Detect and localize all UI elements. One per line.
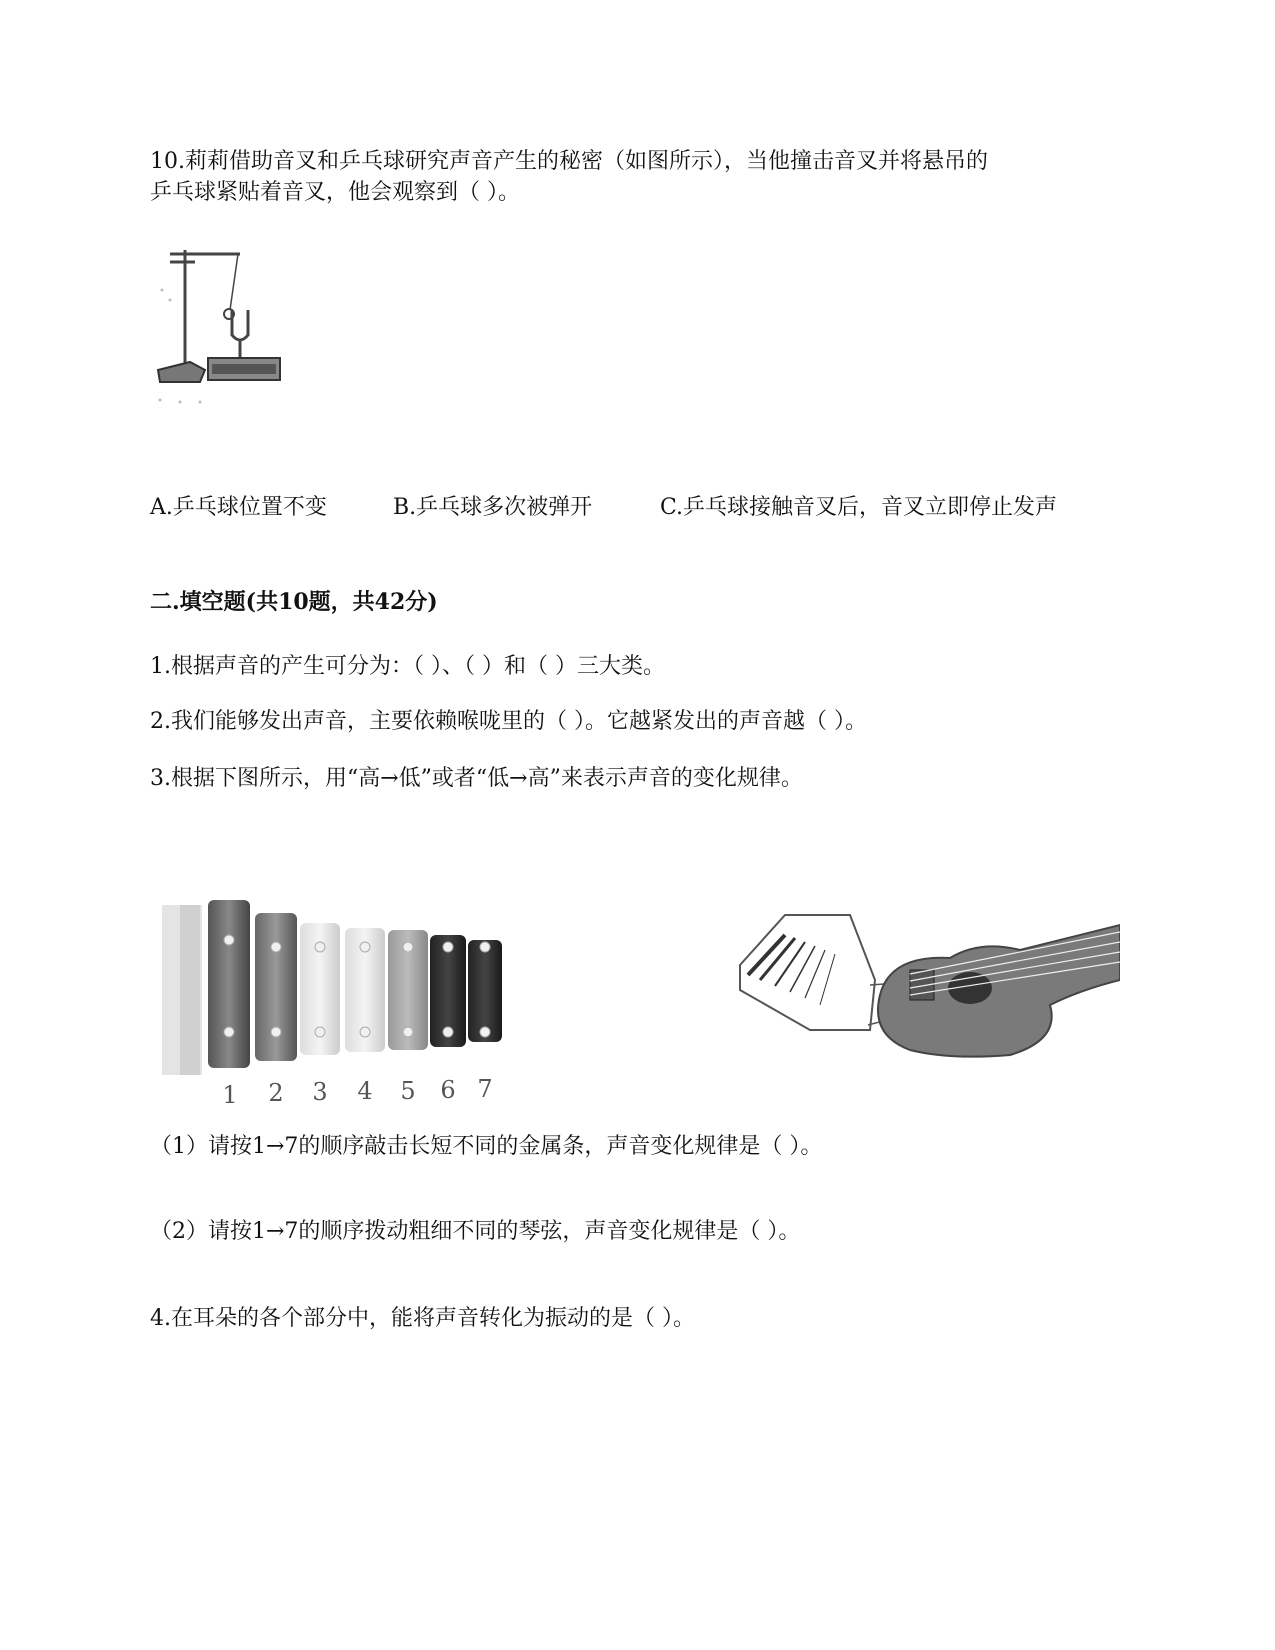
option-a: A.乒乓球位置不变 [150, 495, 327, 520]
question-1: 1.根据声音的产生可分为：（ ）、（ ）和（ ）三大类。 [150, 654, 665, 679]
option-b: B.乒乓球多次被弹开 [393, 495, 593, 520]
xylophone-number-1: 1 [222, 1081, 238, 1109]
question-3-sub-1: （1）请按1→7的顺序敲击长短不同的金属条，声音变化规律是（ ）。 [150, 1134, 823, 1159]
section-2-heading: 二.填空题(共10题，共42分) [150, 589, 438, 615]
question-3: 3.根据下图所示，用“高→低”或者“低→高”来表示声音的变化规律。 [150, 766, 803, 791]
question-3-sub-2: （2）请按1→7的顺序拨动粗细不同的琴弦，声音变化规律是（ ）。 [150, 1219, 801, 1244]
tuning-fork-figure [150, 240, 290, 410]
xylophone-number-7: 7 [477, 1075, 493, 1103]
xylophone-figure [150, 895, 530, 1120]
xylophone-number-4: 4 [357, 1077, 373, 1105]
question-4: 4.在耳朵的各个部分中，能将声音转化为振动的是（ ）。 [150, 1306, 695, 1331]
xylophone-number-6: 6 [440, 1076, 456, 1104]
option-c: C.乒乓球接触音叉后，音叉立即停止发声 [660, 495, 1058, 520]
guitar-figure [720, 910, 1120, 1110]
question-10-text-line1: 10.莉莉借助音叉和乒乓球研究声音产生的秘密（如图所示），当他撞击音叉并将悬吊的 [150, 149, 988, 174]
xylophone-number-3: 3 [312, 1078, 328, 1106]
question-2: 2.我们能够发出声音，主要依赖喉咙里的（ ）。它越紧发出的声音越（ ）。 [150, 709, 867, 734]
xylophone-number-5: 5 [400, 1077, 416, 1105]
xylophone-number-2: 2 [268, 1079, 284, 1107]
question-10-text-line2: 乒乓球紧贴着音叉，他会观察到（ ）。 [150, 180, 520, 205]
